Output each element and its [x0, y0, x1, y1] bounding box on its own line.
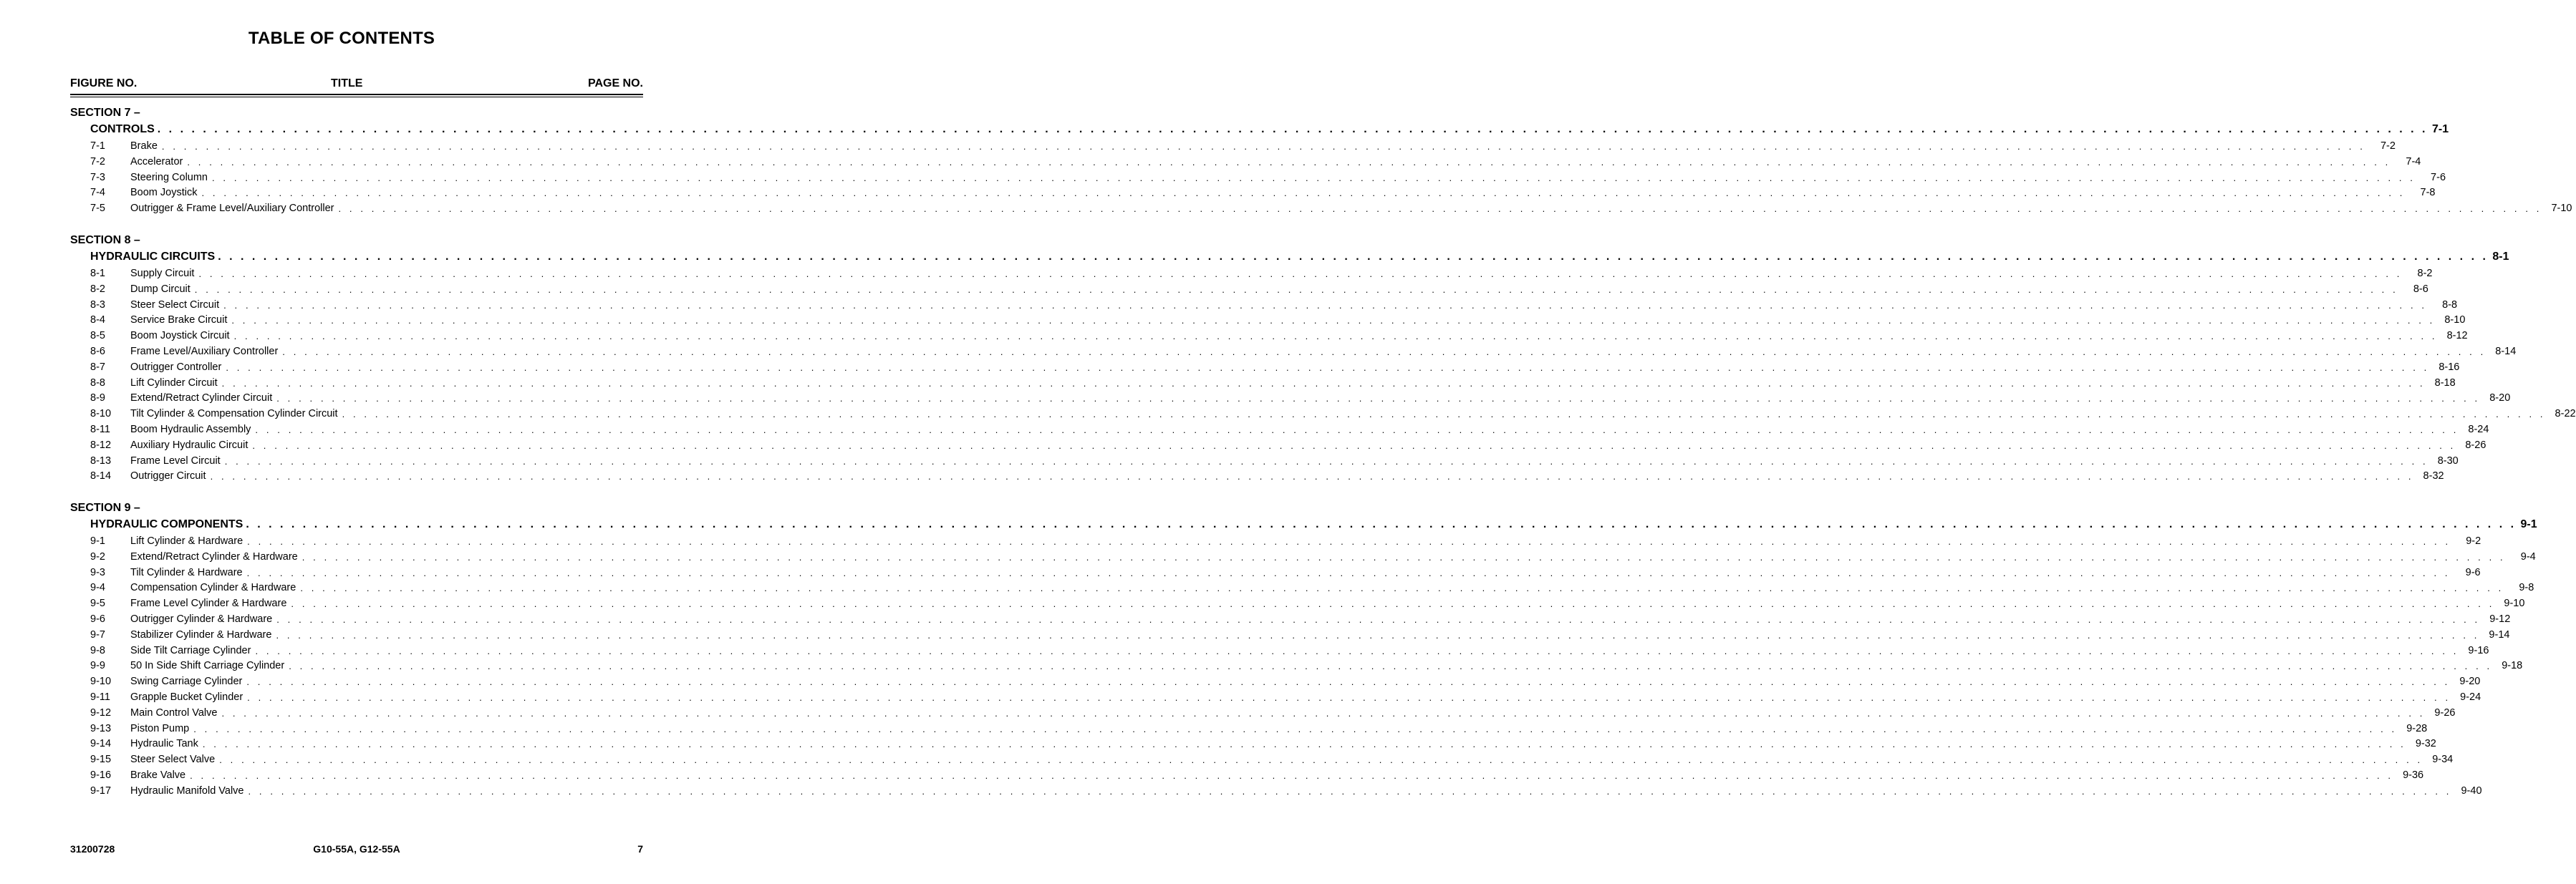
toc-entry[interactable]	[90, 612, 2511, 628]
section-title: HYDRAULIC CIRCUITS	[90, 251, 218, 263]
section-title: CONTROLS	[90, 123, 158, 136]
entry-page: 7-2	[2380, 140, 2396, 152]
entry-page: 9-2	[2466, 535, 2481, 547]
dot-leader: . . . . . . . . . . . . . . . . . . . . . . . . . . . . . . . . . . . . . . . . . . . . . . . . . . . . . . . . . . . . . . . . . . . . . . . . . . . . . . . . . . . . . . . . . . . . . . . . . . . . . . . . . . . . . . . . . . . . . . . . . . . . . . . . . . . . . . . . . . . . . . . . . . . . . . . . . . . . . . . . . . . . . . . . . . . . . . . . . . . . . . . . . . . . . . . . . . . . . . . .	[226, 361, 2430, 373]
toc-entry[interactable]	[90, 155, 2421, 170]
toc-entry[interactable]	[90, 550, 2536, 565]
toc-entry[interactable]	[90, 752, 2454, 768]
entry-title: Accelerator	[130, 155, 183, 167]
entry-title: Outrigger Controller	[130, 361, 222, 373]
entry-page: 8-26	[2465, 439, 2486, 451]
dot-leader: . . . . . . . . . . . . . . . . . . . . . . . . . . . . . . . . . . . . . . . . . . . . . . . . . . . . . . . . . . . . . . . . . . . . . . . . . . . . . . . . . . . . . . . . . . . . . . . . . . . . . . . . . . . . . . . . . . . . . . . . . . . . . . . . . . . . . . . . . . . . . . . . . . . . . . . . . . . . . . . . . . . . . . . . . . . . . . . . . . . . . . . . . . . . . . . . . . . . . . . .	[246, 518, 2517, 530]
entry-title: Main Control Valve	[130, 706, 218, 719]
entry-page: 9-28	[2406, 722, 2428, 734]
toc-entry[interactable]	[90, 643, 2489, 659]
entry-title: Steer Select Circuit	[130, 298, 220, 311]
footer-model: G10-55A, G12-55A	[313, 843, 400, 855]
toc-entry[interactable]	[90, 391, 2511, 407]
entry-page: 7-4	[2406, 155, 2421, 167]
entry-page: 9-20	[2459, 676, 2481, 688]
entry-list	[70, 139, 2572, 217]
toc-entry[interactable]	[90, 329, 2468, 344]
dot-leader: . . . . . . . . . . . . . . . . . . . . . . . . . . . . . . . . . . . . . . . . . . . . . . . . . . . . . . . . . . . . . . . . . . . . . . . . . . . . . . . . . . . . . . . . . . . . . . . . . . . . . . . . . . . . . . . . . . . . . . . . . . . . . . . . . . . . . . . . . . . . . . . . . . . . . . . . . . . . . . . . . . . . . . . . . . . . . . . . . . . . . . . . . . . . . . . . . . . . . . . .	[193, 723, 2398, 734]
dot-leader: . . . . . . . . . . . . . . . . . . . . . . . . . . . . . . . . . . . . . . . . . . . . . . . . . . . . . . . . . . . . . . . . . . . . . . . . . . . . . . . . . . . . . . . . . . . . . . . . . . . . . . . . . . . . . . . . . . . . . . . . . . . . . . . . . . . . . . . . . . . . . . . . . . . . . . . . . . . . . . . . . . . . . . . . . . . . . . . . . . . . . . . . . . . . . . . . . . . . . . . .	[276, 629, 2480, 641]
figure-number: 9-2	[90, 550, 105, 563]
entry-title: Brake Valve	[130, 769, 186, 781]
entry-title: Dump Circuit	[130, 283, 190, 295]
entry-page: 9-32	[2415, 738, 2436, 750]
toc-entry[interactable]	[90, 185, 2436, 201]
dot-leader: . . . . . . . . . . . . . . . . . . . . . . . . . . . . . . . . . . . . . . . . . . . . . . . . . . . . . . . . . . . . . . . . . . . . . . . . . . . . . . . . . . . . . . . . . . . . . . . . . . . . . . . . . . . . . . . . . . . . . . . . . . . . . . . . . . . . . . . . . . . . . . . . . . . . . . . . . . . . . . . . . . . . . . . . . . . . . . . . . . . . . . . . . . . . . . . . . . . . . . . .	[221, 707, 2426, 719]
dot-leader: . . . . . . . . . . . . . . . . . . . . . . . . . . . . . . . . . . . . . . . . . . . . . . . . . . . . . . . . . . . . . . . . . . . . . . . . . . . . . . . . . . . . . . . . . . . . . . . . . . . . . . . . . . . . . . . . . . . . . . . . . . . . . . . . . . . . . . . . . . . . . . . . . . . . . . . . . . . . . . . . . . . . . . . . . . . . . . . . . . . . . . . . . . . . . . . . . . . . . . . .	[246, 676, 2451, 688]
entry-page: 9-26	[2434, 706, 2456, 719]
toc-entry[interactable]	[90, 768, 2424, 784]
figure-number: 8-12	[90, 439, 112, 451]
entry-page: 8-20	[2489, 392, 2511, 404]
entry-title: Hydraulic Tank	[130, 738, 198, 750]
toc-entry[interactable]	[90, 201, 2572, 217]
entry-page: 8-2	[2417, 268, 2433, 279]
dot-leader: . . . . . . . . . . . . . . . . . . . . . . . . . . . . . . . . . . . . . . . . . . . . . . . . . . . . . . . . . . . . . . . . . . . . . . . . . . . . . . . . . . . . . . . . . . . . . . . . . . . . . . . . . . . . . . . . . . . . . . . . . . . . . . . . . . . . . . . . . . . . . . . . . . . . . . . . . . . . . . . . . . . . . . . . . . . . . . . . . . . . . . . . . . . . . . . . . . . . . . . .	[187, 156, 2391, 167]
dot-leader: . . . . . . . . . . . . . . . . . . . . . . . . . . . . . . . . . . . . . . . . . . . . . . . . . . . . . . . . . . . . . . . . . . . . . . . . . . . . . . . . . . . . . . . . . . . . . . . . . . . . . . . . . . . . . . . . . . . . . . . . . . . . . . . . . . . . . . . . . . . . . . . . . . . . . . . . . . . . . . . . . . . . . . . . . . . . . . . . . . . . . . . . . . . . . . . . . . . . . . . .	[255, 645, 2459, 656]
entry-page: 7-10	[2551, 203, 2572, 215]
section-heading-link[interactable]	[90, 248, 2509, 263]
figure-number: 9-15	[90, 754, 112, 766]
figure-number: 9-4	[90, 582, 105, 594]
toc-entry[interactable]	[90, 313, 2466, 329]
toc-entry[interactable]	[90, 737, 2436, 752]
dot-leader: . . . . . . . . . . . . . . . . . . . . . . . . . . . . . . . . . . . . . . . . . . . . . . . . . . . . . . . . . . . . . . . . . . . . . . . . . . . . . . . . . . . . . . . . . . . . . . . . . . . . . . . . . . . . . . . . . . . . . . . . . . . . . . . . . . . . . . . . . . . . . . . . . . . . . . . . . . . . . . . . . . . . . . . . . . . . . . . . . . . . . . . . . . . . . . . . . . . . . . . .	[224, 455, 2428, 467]
figure-number: 9-9	[90, 660, 105, 672]
toc-section	[70, 106, 2572, 217]
entry-title: Service Brake Circuit	[130, 314, 228, 326]
toc-entry[interactable]	[90, 298, 2458, 314]
entry-title: Stabilizer Cylinder & Hardware	[130, 628, 272, 641]
column-headers	[70, 77, 643, 92]
entry-page: 8-30	[2437, 455, 2459, 467]
dot-leader: . . . . . . . . . . . . . . . . . . . . . . . . . . . . . . . . . . . . . . . . . . . . . . . . . . . . . . . . . . . . . . . . . . . . . . . . . . . . . . . . . . . . . . . . . . . . . . . . . . . . . . . . . . . . . . . . . . . . . . . . . . . . . . . . . . . . . . . . . . . . . . . . . . . . . . . . . . . . . . . . . . . . . . . . . . . . . . . . . . . . . . . . . . . . . . . . . . . . . . . .	[342, 409, 2546, 420]
page-footer	[70, 843, 643, 856]
entry-title: Lift Cylinder Circuit	[130, 377, 218, 389]
figure-number: 8-6	[90, 345, 105, 357]
figure-number: 8-3	[90, 298, 105, 311]
toc-section	[70, 233, 2576, 485]
dot-leader: . . . . . . . . . . . . . . . . . . . . . . . . . . . . . . . . . . . . . . . . . . . . . . . . . . . . . . . . . . . . . . . . . . . . . . . . . . . . . . . . . . . . . . . . . . . . . . . . . . . . . . . . . . . . . . . . . . . . . . . . . . . . . . . . . . . . . . . . . . . . . . . . . . . . . . . . . . . . . . . . . . . . . . . . . . . . . . . . . . . . . . . . . . . . . . . . . . . . . . . .	[190, 769, 2394, 781]
toc-entry[interactable]	[90, 596, 2525, 612]
dot-leader: . . . . . . . . . . . . . . . . . . . . . . . . . . . . . . . . . . . . . . . . . . . . . . . . . . . . . . . . . . . . . . . . . . . . . . . . . . . . . . . . . . . . . . . . . . . . . . . . . . . . . . . . . . . . . . . . . . . . . . . . . . . . . . . . . . . . . . . . . . . . . . . . . . . . . . . . . . . . . . . . . . . . . . . . . . . . . . . . . . . . . . . . . . . . . . . . . . . . . . . .	[198, 268, 2403, 279]
dot-leader: . . . . . . . . . . . . . . . . . . . . . . . . . . . . . . . . . . . . . . . . . . . . . . . . . . . . . . . . . . . . . . . . . . . . . . . . . . . . . . . . . . . . . . . . . . . . . . . . . . . . . . . . . . . . . . . . . . . . . . . . . . . . . . . . . . . . . . . . . . . . . . . . . . . . . . . . . . . . . . . . . . . . . . . . . . . . . . . . . . . . . . . . . . . . . . . . . . . . . . . .	[219, 754, 2423, 766]
entry-page: 9-18	[2502, 660, 2523, 672]
entry-page: 8-8	[2442, 298, 2458, 311]
figure-number: 9-12	[90, 706, 112, 719]
section-heading-link[interactable]	[90, 120, 2449, 136]
entry-page: 8-12	[2446, 330, 2468, 342]
toc-entry[interactable]	[90, 534, 2481, 550]
figure-number: 8-11	[90, 423, 110, 435]
entry-page: 8-10	[2444, 314, 2466, 326]
dot-leader: . . . . . . . . . . . . . . . . . . . . . . . . . . . . . . . . . . . . . . . . . . . . . . . . . . . . . . . . . . . . . . . . . . . . . . . . . . . . . . . . . . . . . . . . . . . . . . . . . . . . . . . . . . . . . . . . . . . . . . . . . . . . . . . . . . . . . . . . . . . . . . . . . . . . . . . . . . . . . . . . . . . . . . . . . . . . . . . . . . . . . . . . . . . . . . . . . . . . . . . .	[233, 331, 2438, 342]
toc-entry[interactable]	[90, 454, 2459, 470]
figure-number: 7-3	[90, 171, 105, 183]
header-rule-thick	[70, 94, 643, 95]
entry-page: 9-40	[2461, 785, 2482, 797]
figure-number: 9-14	[90, 738, 112, 750]
entry-title: Boom Hydraulic Assembly	[130, 423, 251, 435]
toc-entry[interactable]	[90, 422, 2489, 438]
dot-leader: . . . . . . . . . . . . . . . . . . . . . . . . . . . . . . . . . . . . . . . . . . . . . . . . . . . . . . . . . . . . . . . . . . . . . . . . . . . . . . . . . . . . . . . . . . . . . . . . . . . . . . . . . . . . . . . . . . . . . . . . . . . . . . . . . . . . . . . . . . . . . . . . . . . . . . . . . . . . . . . . . . . . . . . . . . . . . . . . . . . . . . . . . . . . . . . . . . . . . . . .	[300, 583, 2504, 594]
footer-page-number: 7	[637, 843, 643, 855]
dot-leader: . . . . . . . . . . . . . . . . . . . . . . . . . . . . . . . . . . . . . . . . . . . . . . . . . . . . . . . . . . . . . . . . . . . . . . . . . . . . . . . . . . . . . . . . . . . . . . . . . . . . . . . . . . . . . . . . . . . . . . . . . . . . . . . . . . . . . . . . . . . . . . . . . . . . . . . . . . . . . . . . . . . . . . . . . . . . . . . . . . . . . . . . . . . . . . . . . . . . . . . .	[221, 377, 2426, 389]
entry-title: Grapple Bucket Cylinder	[130, 691, 243, 703]
dot-leader: . . . . . . . . . . . . . . . . . . . . . . . . . . . . . . . . . . . . . . . . . . . . . . . . . . . . . . . . . . . . . . . . . . . . . . . . . . . . . . . . . . . . . . . . . . . . . . . . . . . . . . . . . . . . . . . . . . . . . . . . . . . . . . . . . . . . . . . . . . . . . . . . . . . . . . . . . . . . . . . . . . . . . . . . . . . . . . . . . . . . . . . . . . . . . . . . . . . . . . . .	[247, 691, 2451, 703]
figure-number: 7-4	[90, 187, 105, 199]
entry-page: 9-34	[2432, 754, 2454, 766]
toc-entry[interactable]	[90, 438, 2486, 454]
entry-title: 50 In Side Shift Carriage Cylinder	[130, 660, 285, 672]
toc-entry[interactable]	[90, 581, 2534, 596]
figure-number: 7-2	[90, 155, 105, 167]
dot-leader: . . . . . . . . . . . . . . . . . . . . . . . . . . . . . . . . . . . . . . . . . . . . . . . . . . . . . . . . . . . . . . . . . . . . . . . . . . . . . . . . . . . . . . . . . . . . . . . . . . . . . . . . . . . . . . . . . . . . . . . . . . . . . . . . . . . . . . . . . . . . . . . . . . . . . . . . . . . . . . . . . . . . . . . . . . . . . . . . . . . . . . . . . . . . . . . . . . . . . . . .	[302, 551, 2506, 563]
dot-leader: . . . . . . . . . . . . . . . . . . . . . . . . . . . . . . . . . . . . . . . . . . . . . . . . . . . . . . . . . . . . . . . . . . . . . . . . . . . . . . . . . . . . . . . . . . . . . . . . . . . . . . . . . . . . . . . . . . . . . . . . . . . . . . . . . . . . . . . . . . . . . . . . . . . . . . . . . . . . . . . . . . . . . . . . . . . . . . . . . . . . . . . . . . . . . . . . . . . . . . . .	[246, 567, 2451, 578]
toc-entry[interactable]	[90, 139, 2396, 155]
entry-title: Extend/Retract Cylinder & Hardware	[130, 550, 298, 563]
dot-leader: . . . . . . . . . . . . . . . . . . . . . . . . . . . . . . . . . . . . . . . . . . . . . . . . . . . . . . . . . . . . . . . . . . . . . . . . . . . . . . . . . . . . . . . . . . . . . . . . . . . . . . . . . . . . . . . . . . . . . . . . . . . . . . . . . . . . . . . . . . . . . . . . . . . . . . . . . . . . . . . . . . . . . . . . . . . . . . . . . . . . . . . . . . . . . . . . . . . . . . . .	[338, 203, 2542, 215]
entry-list	[70, 534, 2536, 800]
dot-leader: . . . . . . . . . . . . . . . . . . . . . . . . . . . . . . . . . . . . . . . . . . . . . . . . . . . . . . . . . . . . . . . . . . . . . . . . . . . . . . . . . . . . . . . . . . . . . . . . . . . . . . . . . . . . . . . . . . . . . . . . . . . . . . . . . . . . . . . . . . . . . . . . . . . . . . . . . . . . . . . . . . . . . . . . . . . . . . . . . . . . . . . . . . . . . . . . . . . . . . . .	[212, 172, 2416, 183]
entry-title: Side Tilt Carriage Cylinder	[130, 644, 251, 656]
dot-leader: . . . . . . . . . . . . . . . . . . . . . . . . . . . . . . . . . . . . . . . . . . . . . . . . . . . . . . . . . . . . . . . . . . . . . . . . . . . . . . . . . . . . . . . . . . . . . . . . . . . . . . . . . . . . . . . . . . . . . . . . . . . . . . . . . . . . . . . . . . . . . . . . . . . . . . . . . . . . . . . . . . . . . . . . . . . . . . . . . . . . . . . . . . . . . . . . . . . . . . . .	[218, 251, 2489, 263]
entry-title: Brake	[130, 140, 158, 152]
toc-entry[interactable]	[90, 784, 2482, 800]
dot-leader: . . . . . . . . . . . . . . . . . . . . . . . . . . . . . . . . . . . . . . . . . . . . . . . . . . . . . . . . . . . . . . . . . . . . . . . . . . . . . . . . . . . . . . . . . . . . . . . . . . . . . . . . . . . . . . . . . . . . . . . . . . . . . . . . . . . . . . . . . . . . . . . . . . . . . . . . . . . . . . . . . . . . . . . . . . . . . . . . . . . . . . . . . . . . . . . . . . . . . . . .	[276, 613, 2481, 625]
section-page: 8-1	[2492, 251, 2509, 263]
entry-title: Auxiliary Hydraulic Circuit	[130, 439, 249, 451]
figure-number: 9-10	[90, 676, 112, 688]
dot-leader: . . . . . . . . . . . . . . . . . . . . . . . . . . . . . . . . . . . . . . . . . . . . . . . . . . . . . . . . . . . . . . . . . . . . . . . . . . . . . . . . . . . . . . . . . . . . . . . . . . . . . . . . . . . . . . . . . . . . . . . . . . . . . . . . . . . . . . . . . . . . . . . . . . . . . . . . . . . . . . . . . . . . . . . . . . . . . . . . . . . . . . . . . . . . . . . . . . . . . . . .	[289, 661, 2493, 672]
entry-page: 8-22	[2555, 408, 2576, 420]
entry-title: Boom Joystick Circuit	[130, 330, 230, 342]
figure-number: 8-1	[90, 268, 105, 279]
entry-title: Outrigger Cylinder & Hardware	[130, 613, 273, 625]
figure-number: 9-7	[90, 628, 105, 641]
entry-title: Piston Pump	[130, 722, 190, 734]
figure-number: 8-13	[90, 455, 112, 467]
entry-list	[70, 266, 2576, 485]
section-page: 9-1	[2520, 518, 2537, 530]
entry-page: 9-14	[2489, 628, 2510, 641]
entry-title: Extend/Retract Cylinder Circuit	[130, 392, 273, 404]
entry-title: Frame Level/Auxiliary Controller	[130, 345, 279, 357]
toc-entry[interactable]	[90, 376, 2456, 392]
toc-entry[interactable]	[90, 170, 2446, 186]
page-no-header: PAGE NO.	[587, 77, 643, 89]
entry-title: Outrigger Circuit	[130, 470, 206, 482]
figure-number: 8-5	[90, 330, 105, 342]
entry-page: 9-6	[2465, 566, 2481, 578]
entry-title: Compensation Cylinder & Hardware	[130, 582, 296, 594]
entry-page: 7-6	[2431, 171, 2446, 183]
figure-number: 9-1	[90, 535, 105, 547]
entry-page: 8-18	[2434, 377, 2456, 389]
toc-entry[interactable]	[90, 565, 2481, 581]
dot-leader: . . . . . . . . . . . . . . . . . . . . . . . . . . . . . . . . . . . . . . . . . . . . . . . . . . . . . . . . . . . . . . . . . . . . . . . . . . . . . . . . . . . . . . . . . . . . . . . . . . . . . . . . . . . . . . . . . . . . . . . . . . . . . . . . . . . . . . . . . . . . . . . . . . . . . . . . . . . . . . . . . . . . . . . . . . . . . . . . . . . . . . . . . . . . . . . . . . . . . . . .	[210, 471, 2414, 482]
dot-leader: . . . . . . . . . . . . . . . . . . . . . . . . . . . . . . . . . . . . . . . . . . . . . . . . . . . . . . . . . . . . . . . . . . . . . . . . . . . . . . . . . . . . . . . . . . . . . . . . . . . . . . . . . . . . . . . . . . . . . . . . . . . . . . . . . . . . . . . . . . . . . . . . . . . . . . . . . . . . . . . . . . . . . . . . . . . . . . . . . . . . . . . . . . . . . . . . . . . . . . . .	[194, 283, 2398, 295]
figure-number: 9-16	[90, 769, 112, 781]
entry-title: Frame Level Circuit	[130, 455, 221, 467]
toc-entry[interactable]	[90, 469, 2444, 485]
entry-page: 9-10	[2504, 598, 2525, 610]
entry-page: 8-6	[2413, 283, 2428, 295]
toc-entry[interactable]	[90, 282, 2428, 298]
dot-leader: . . . . . . . . . . . . . . . . . . . . . . . . . . . . . . . . . . . . . . . . . . . . . . . . . . . . . . . . . . . . . . . . . . . . . . . . . . . . . . . . . . . . . . . . . . . . . . . . . . . . . . . . . . . . . . . . . . . . . . . . . . . . . . . . . . . . . . . . . . . . . . . . . . . . . . . . . . . . . . . . . . . . . . . . . . . . . . . . . . . . . . . . . . . . . . . . . . . . . . . .	[248, 785, 2452, 797]
figure-no-header: FIGURE NO.	[70, 77, 138, 89]
entry-title: Tilt Cylinder & Hardware	[130, 566, 243, 578]
figure-number: 8-4	[90, 314, 105, 326]
entry-page: 8-16	[2438, 361, 2460, 373]
entry-page: 8-14	[2495, 345, 2517, 357]
figure-number: 8-14	[90, 470, 112, 482]
section-label: SECTION 9 –	[70, 502, 140, 514]
entry-title: Steering Column	[130, 171, 208, 183]
section-label: SECTION 7 –	[70, 107, 140, 119]
figure-number: 9-6	[90, 613, 105, 625]
entry-title: Tilt Cylinder & Compensation Cylinder Circuit	[130, 408, 338, 420]
section-page: 7-1	[2431, 123, 2449, 135]
entry-title: Hydraulic Manifold Valve	[130, 785, 244, 797]
toc-entry[interactable]	[90, 674, 2481, 690]
section-title: HYDRAULIC COMPONENTS	[90, 518, 246, 531]
entry-page: 9-16	[2468, 644, 2489, 656]
toc-entry[interactable]	[90, 628, 2510, 643]
figure-number: 9-5	[90, 598, 105, 610]
entry-title: Frame Level Cylinder & Hardware	[130, 598, 287, 610]
entry-title: Boom Joystick	[130, 187, 198, 199]
toc-entry[interactable]	[90, 344, 2517, 360]
dot-leader: . . . . . . . . . . . . . . . . . . . . . . . . . . . . . . . . . . . . . . . . . . . . . . . . . . . . . . . . . . . . . . . . . . . . . . . . . . . . . . . . . . . . . . . . . . . . . . . . . . . . . . . . . . . . . . . . . . . . . . . . . . . . . . . . . . . . . . . . . . . . . . . . . . . . . . . . . . . . . . . . . . . . . . . . . . . . . . . . . . . . . . . . . . . . . . . . . . . . . . . .	[252, 439, 2456, 451]
footer-part-number: 31200728	[70, 843, 115, 855]
toc-entry[interactable]	[90, 706, 2456, 722]
toc-section	[70, 501, 2537, 800]
dot-leader: . . . . . . . . . . . . . . . . . . . . . . . . . . . . . . . . . . . . . . . . . . . . . . . . . . . . . . . . . . . . . . . . . . . . . . . . . . . . . . . . . . . . . . . . . . . . . . . . . . . . . . . . . . . . . . . . . . . . . . . . . . . . . . . . . . . . . . . . . . . . . . . . . . . . . . . . . . . . . . . . . . . . . . . . . . . . . . . . . . . . . . . . . . . . . . . . . . . . . . . .	[282, 346, 2486, 357]
entry-page: 7-8	[2420, 187, 2436, 199]
dot-leader: . . . . . . . . . . . . . . . . . . . . . . . . . . . . . . . . . . . . . . . . . . . . . . . . . . . . . . . . . . . . . . . . . . . . . . . . . . . . . . . . . . . . . . . . . . . . . . . . . . . . . . . . . . . . . . . . . . . . . . . . . . . . . . . . . . . . . . . . . . . . . . . . . . . . . . . . . . . . . . . . . . . . . . . . . . . . . . . . . . . . . . . . . . . . . . . . . . . . . . . .	[161, 141, 2365, 152]
entry-title: Lift Cylinder & Hardware	[130, 535, 243, 547]
figure-number: 9-11	[90, 691, 110, 703]
dot-leader: . . . . . . . . . . . . . . . . . . . . . . . . . . . . . . . . . . . . . . . . . . . . . . . . . . . . . . . . . . . . . . . . . . . . . . . . . . . . . . . . . . . . . . . . . . . . . . . . . . . . . . . . . . . . . . . . . . . . . . . . . . . . . . . . . . . . . . . . . . . . . . . . . . . . . . . . . . . . . . . . . . . . . . . . . . . . . . . . . . . . . . . . . . . . . . . . . . . . . . . .	[202, 739, 2406, 750]
toc-entry[interactable]	[90, 722, 2428, 737]
dot-leader: . . . . . . . . . . . . . . . . . . . . . . . . . . . . . . . . . . . . . . . . . . . . . . . . . . . . . . . . . . . . . . . . . . . . . . . . . . . . . . . . . . . . . . . . . . . . . . . . . . . . . . . . . . . . . . . . . . . . . . . . . . . . . . . . . . . . . . . . . . . . . . . . . . . . . . . . . . . . . . . . . . . . . . . . . . . . . . . . . . . . . . . . . . . . . . . . . . . . . . . .	[201, 188, 2406, 199]
figure-number: 8-9	[90, 392, 105, 404]
dot-leader: . . . . . . . . . . . . . . . . . . . . . . . . . . . . . . . . . . . . . . . . . . . . . . . . . . . . . . . . . . . . . . . . . . . . . . . . . . . . . . . . . . . . . . . . . . . . . . . . . . . . . . . . . . . . . . . . . . . . . . . . . . . . . . . . . . . . . . . . . . . . . . . . . . . . . . . . . . . . . . . . . . . . . . . . . . . . . . . . . . . . . . . . . . . . . . . . . . . . . . . .	[223, 299, 2428, 311]
dot-leader: . . . . . . . . . . . . . . . . . . . . . . . . . . . . . . . . . . . . . . . . . . . . . . . . . . . . . . . . . . . . . . . . . . . . . . . . . . . . . . . . . . . . . . . . . . . . . . . . . . . . . . . . . . . . . . . . . . . . . . . . . . . . . . . . . . . . . . . . . . . . . . . . . . . . . . . . . . . . . . . . . . . . . . . . . . . . . . . . . . . . . . . . . . . . . . . . . . . . . . . .	[291, 598, 2495, 610]
entry-page: 9-4	[2520, 550, 2536, 563]
entry-title: Outrigger & Frame Level/Auxiliary Controller	[130, 203, 334, 215]
figure-number: 7-5	[90, 203, 105, 215]
entry-page: 8-24	[2468, 423, 2489, 435]
section-label: SECTION 8 –	[70, 234, 140, 246]
figure-number: 9-13	[90, 722, 112, 734]
entry-page: 8-32	[2423, 470, 2444, 482]
entry-page: 9-24	[2460, 691, 2481, 703]
entry-page: 9-12	[2489, 613, 2511, 625]
figure-number: 9-8	[90, 644, 105, 656]
toc-entry[interactable]	[90, 690, 2481, 706]
toc-entry[interactable]	[90, 266, 2433, 282]
section-heading-link[interactable]	[90, 515, 2537, 531]
title-header: TITLE	[331, 77, 363, 89]
dot-leader: . . . . . . . . . . . . . . . . . . . . . . . . . . . . . . . . . . . . . . . . . . . . . . . . . . . . . . . . . . . . . . . . . . . . . . . . . . . . . . . . . . . . . . . . . . . . . . . . . . . . . . . . . . . . . . . . . . . . . . . . . . . . . . . . . . . . . . . . . . . . . . . . . . . . . . . . . . . . . . . . . . . . . . . . . . . . . . . . . . . . . . . . . . . . . . . . . . . . . . . .	[157, 123, 2428, 135]
dot-leader: . . . . . . . . . . . . . . . . . . . . . . . . . . . . . . . . . . . . . . . . . . . . . . . . . . . . . . . . . . . . . . . . . . . . . . . . . . . . . . . . . . . . . . . . . . . . . . . . . . . . . . . . . . . . . . . . . . . . . . . . . . . . . . . . . . . . . . . . . . . . . . . . . . . . . . . . . . . . . . . . . . . . . . . . . . . . . . . . . . . . . . . . . . . . . . . . . . . . . . . .	[231, 315, 2436, 326]
figure-number: 8-8	[90, 377, 105, 389]
entry-title: Steer Select Valve	[130, 754, 216, 766]
figure-number: 9-3	[90, 566, 105, 578]
entry-page: 9-36	[2403, 769, 2424, 781]
figure-number: 9-17	[90, 785, 112, 797]
entry-title: Supply Circuit	[130, 268, 195, 279]
toc-entry[interactable]	[90, 659, 2523, 674]
entry-title: Swing Carriage Cylinder	[130, 676, 243, 688]
figure-number: 8-2	[90, 283, 105, 295]
page-title: TABLE OF CONTENTS	[248, 29, 435, 48]
dot-leader: . . . . . . . . . . . . . . . . . . . . . . . . . . . . . . . . . . . . . . . . . . . . . . . . . . . . . . . . . . . . . . . . . . . . . . . . . . . . . . . . . . . . . . . . . . . . . . . . . . . . . . . . . . . . . . . . . . . . . . . . . . . . . . . . . . . . . . . . . . . . . . . . . . . . . . . . . . . . . . . . . . . . . . . . . . . . . . . . . . . . . . . . . . . . . . . . . . . . . . . .	[247, 536, 2451, 547]
entry-page: 9-8	[2519, 582, 2534, 594]
figure-number: 7-1	[90, 140, 105, 152]
toc-entry[interactable]	[90, 407, 2576, 422]
dot-leader: . . . . . . . . . . . . . . . . . . . . . . . . . . . . . . . . . . . . . . . . . . . . . . . . . . . . . . . . . . . . . . . . . . . . . . . . . . . . . . . . . . . . . . . . . . . . . . . . . . . . . . . . . . . . . . . . . . . . . . . . . . . . . . . . . . . . . . . . . . . . . . . . . . . . . . . . . . . . . . . . . . . . . . . . . . . . . . . . . . . . . . . . . . . . . . . . . . . . . . . .	[276, 393, 2481, 404]
figure-number: 8-7	[90, 361, 105, 373]
dot-leader: . . . . . . . . . . . . . . . . . . . . . . . . . . . . . . . . . . . . . . . . . . . . . . . . . . . . . . . . . . . . . . . . . . . . . . . . . . . . . . . . . . . . . . . . . . . . . . . . . . . . . . . . . . . . . . . . . . . . . . . . . . . . . . . . . . . . . . . . . . . . . . . . . . . . . . . . . . . . . . . . . . . . . . . . . . . . . . . . . . . . . . . . . . . . . . . . . . . . . . . .	[255, 424, 2459, 435]
figure-number: 8-10	[90, 408, 112, 420]
toc-entry[interactable]	[90, 360, 2460, 376]
